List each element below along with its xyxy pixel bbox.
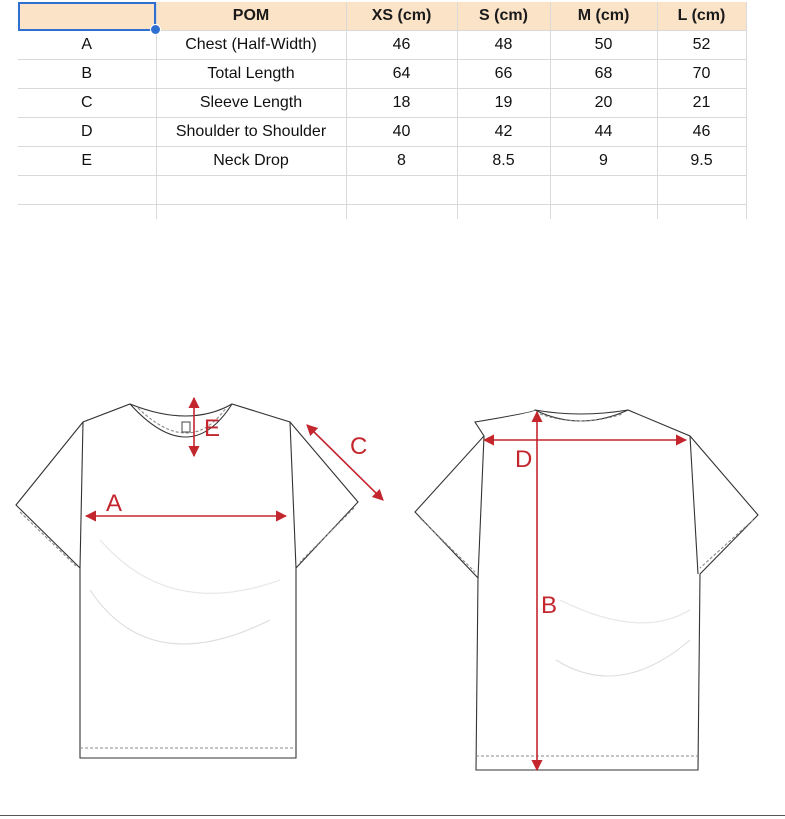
table-cell[interactable]: 9.5: [657, 147, 746, 176]
size-table: [18, 2, 747, 219]
label-d: D: [515, 446, 533, 473]
table-cell[interactable]: 48: [457, 31, 550, 60]
column-header[interactable]: L (cm): [657, 2, 746, 31]
table-cell[interactable]: [346, 176, 457, 205]
tshirt-front: [16, 404, 358, 758]
table-cell[interactable]: [457, 205, 550, 220]
table-cell[interactable]: 70: [657, 60, 746, 89]
table-cell[interactable]: 50: [550, 31, 657, 60]
table-cell[interactable]: [346, 205, 457, 220]
table-cell[interactable]: [657, 176, 746, 205]
table-cell[interactable]: C: [18, 89, 156, 118]
table-cell[interactable]: Shoulder to Shoulder: [156, 118, 346, 147]
column-header[interactable]: [18, 2, 156, 31]
table-cell[interactable]: 68: [550, 60, 657, 89]
table-cell[interactable]: 18: [346, 89, 457, 118]
table-cell[interactable]: [550, 205, 657, 220]
table-cell[interactable]: 40: [346, 118, 457, 147]
table-cell[interactable]: [18, 205, 156, 220]
table-cell[interactable]: [657, 205, 746, 220]
size-chart-spreadsheet: [0, 0, 785, 215]
table-cell[interactable]: 21: [657, 89, 746, 118]
table-cell[interactable]: [156, 176, 346, 205]
table-cell[interactable]: 8.5: [457, 147, 550, 176]
table-cell[interactable]: Chest (Half-Width): [156, 31, 346, 60]
bottom-divider: [0, 815, 785, 816]
label-c: C: [350, 433, 368, 460]
table-cell[interactable]: 19: [457, 89, 550, 118]
table-cell[interactable]: 46: [346, 31, 457, 60]
table-cell[interactable]: [18, 176, 156, 205]
table-cell[interactable]: Total Length: [156, 60, 346, 89]
table-row: [18, 31, 746, 60]
table-cell[interactable]: [457, 176, 550, 205]
table-cell[interactable]: 8: [346, 147, 457, 176]
header-row: [18, 2, 746, 31]
table-cell[interactable]: Neck Drop: [156, 147, 346, 176]
table-cell[interactable]: 44: [550, 118, 657, 147]
table-cell[interactable]: 52: [657, 31, 746, 60]
empty-row: [18, 205, 746, 220]
empty-row: [18, 176, 746, 205]
tshirt-back: [415, 410, 758, 770]
table-row: [18, 118, 746, 147]
tshirt-measurement-diagram: [0, 380, 785, 780]
table-cell[interactable]: D: [18, 118, 156, 147]
table-cell[interactable]: 42: [457, 118, 550, 147]
column-header[interactable]: S (cm): [457, 2, 550, 31]
table-cell[interactable]: B: [18, 60, 156, 89]
table-cell[interactable]: Sleeve Length: [156, 89, 346, 118]
column-header[interactable]: POM: [156, 2, 346, 31]
column-header[interactable]: M (cm): [550, 2, 657, 31]
label-b: B: [541, 592, 558, 619]
selection-fill-handle[interactable]: [150, 24, 161, 35]
table-row: [18, 147, 746, 176]
label-e: E: [204, 415, 221, 442]
label-a: A: [106, 490, 123, 517]
table-cell[interactable]: 64: [346, 60, 457, 89]
table-row: [18, 89, 746, 118]
table-cell[interactable]: 66: [457, 60, 550, 89]
table-cell[interactable]: 46: [657, 118, 746, 147]
table-cell[interactable]: [550, 176, 657, 205]
table-cell[interactable]: 20: [550, 89, 657, 118]
table-cell[interactable]: 9: [550, 147, 657, 176]
table-cell[interactable]: A: [18, 31, 156, 60]
table-row: [18, 60, 746, 89]
column-header[interactable]: XS (cm): [346, 2, 457, 31]
table-cell[interactable]: E: [18, 147, 156, 176]
table-cell[interactable]: [156, 205, 346, 220]
